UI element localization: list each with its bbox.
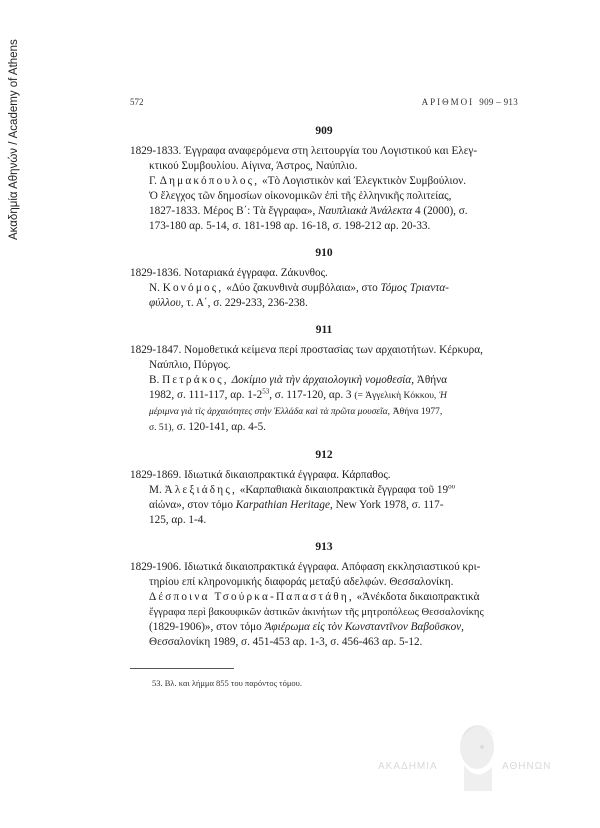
running-header bbox=[130, 97, 518, 111]
entry-description: 1829-1833. Έγγραφα αναφερόμενα στη λειτουργία του Λογιστικού και Ελεγ- bbox=[130, 145, 478, 157]
page-number: 572 bbox=[130, 97, 144, 107]
entry-description: 1829-1847. Νομοθετικά κείμενα περί προστασίας των αρχαιοτήτων. Κέρκυρα, bbox=[130, 344, 483, 356]
footnote-rule bbox=[130, 668, 234, 669]
entry-description: 1829-1836. Νοταριακά έγγραφα. Ζάκυνθος. bbox=[130, 267, 328, 279]
running-title: ΑΡΙΘΜΟΙ 909 – 913 bbox=[421, 97, 518, 107]
entry-number: 909 bbox=[315, 125, 333, 137]
side-label-text: Ακαδημία Αθηνών / Academy of Athens bbox=[8, 39, 20, 240]
entry-number: 912 bbox=[315, 449, 333, 461]
entry-909 bbox=[130, 124, 518, 234]
entry-number: 911 bbox=[315, 324, 333, 336]
entry-reference: Ν. Κονόμος, «Δύο ζακυνθινὰ συμβόλαια», στο Τόμος Τριαντα- φύλλου, τ. Α΄, σ. 229-233, 236-238. bbox=[149, 282, 449, 309]
watermark-text-left: ΑΚΑΔΗΜΙΑ bbox=[378, 761, 438, 772]
entry-reference: Β. Πετράκος, Δοκίμιο γιὰ τὴν ἀρχαιολογικὴ νομοθεσία, Ἀθήνα 1982, σ. 111-117, αρ. $1-2^{53}$, σ. 117-120, αρ. 3 (= Ἀγγελικὴ Κόκκου, Ἡ μέριμνα γιὰ τὶς ἀρχαιότητες στὴν Ἑλλάδα καὶ τὰ πρῶτα μουσεῖα, Ἀθήνα 1977, σ. 51), σ. 120-141, αρ. 4-5. bbox=[149, 374, 448, 433]
entry-description-cont: κτικού Συμβουλίου. Αίγινα, Άστρος, Ναύπλιο. bbox=[149, 160, 358, 172]
watermark-text-right: ΑΘΗΝΩΝ bbox=[502, 761, 552, 772]
entry-description-cont: τηρίου επί κληρονομικής διαφοράς μεταξύ αδελφών. Θεσσαλονίκη. bbox=[149, 576, 454, 588]
page-body bbox=[130, 124, 518, 662]
entry-913 bbox=[130, 540, 518, 650]
entry-number: 913 bbox=[315, 541, 333, 553]
archive-side-label bbox=[6, 22, 22, 242]
entry-910 bbox=[130, 246, 518, 311]
athena-head-icon bbox=[452, 717, 502, 797]
academy-watermark bbox=[378, 717, 558, 807]
footnote: 53. Βλ. και λήμμα 855 του παρόντος τόμου. bbox=[152, 678, 302, 688]
entry-description: 1829-1869. Ιδιωτικά δικαιοπρακτικά έγγραφα. Κάρπαθος. bbox=[130, 469, 391, 481]
entry-reference: Δέσποινα Τσούρκα-Παπαστάθη, «Ἀνέκδοτα δικαιοπρακτικὰ ἔγγραφα περὶ βακουφικῶν ἀστικῶν ἀκινήτων τῆς μητροπόλεως Θεσσαλονίκης (1829-1906)», στον τόμο Ἀφιέρωμα εἰς τὸν Κωνσταντῖνον Βαβοῦσκον, Θεσσαλονίκη 1989, σ. 451-453 αρ. 1-3, σ. 456-463 αρ. 5-12. bbox=[149, 591, 484, 648]
entry-reference: Γ. Δημακόπουλος, «Τὸ Λογιστικὸν καὶ Ἐλεγκτικὸν Συμβούλιον. Ὁ ἔλεγχος τῶν δημοσίων οἰκονομικῶν ἐπὶ τῆς ἑλληνικῆς πολιτείας, 1827-1833. Μέρος Β΄: Τὰ ἔγγραφα», Ναυπλιακὰ Ἀνάλεκτα 4 (2000), σ. 173-180 αρ. 5-14, σ. 181-198 αρ. 16-18, σ. 198-212 αρ. 20-33. bbox=[149, 175, 468, 232]
entry-description-cont: Ναύπλιο, Πύργος. bbox=[149, 359, 231, 371]
entry-description: 1829-1906. Ιδιωτικά δικαιοπρακτικά έγγραφα. Απόφαση εκκλησιαστικού κρι- bbox=[130, 561, 481, 573]
footnote-marker: 53 bbox=[262, 387, 270, 396]
entry-911 bbox=[130, 323, 518, 436]
entry-912 bbox=[130, 448, 518, 528]
entry-reference: Μ. Ἀλεξιάδης, «Καρπαθιακὰ δικαιοπρακτικὰ ἔγγραφα τοῦ $19^{o\upsilon}$ αἰώνα», στον τόμο Karpathian Heritage, New York 1978, σ. 117- 125, αρ. 1-4. bbox=[149, 482, 456, 526]
entry-number: 910 bbox=[315, 247, 333, 259]
